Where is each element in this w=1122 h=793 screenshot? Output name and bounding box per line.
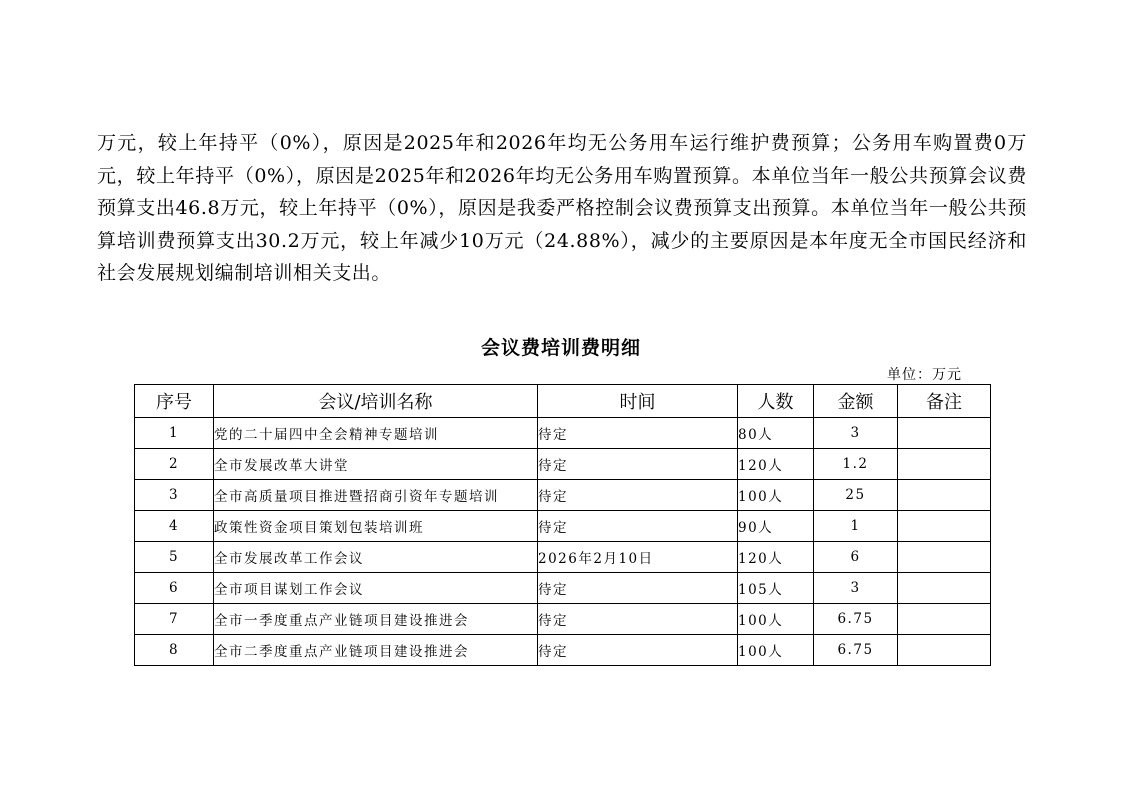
table-row (135, 418, 991, 449)
cell-index: 3 (135, 480, 214, 511)
cell-people: 90人 (738, 511, 814, 542)
cell-name: 全市项目谋划工作会议 (214, 573, 538, 604)
cell-name: 政策性资金项目策划包装培训班 (214, 511, 538, 542)
cell-note (898, 604, 991, 635)
cell-index: 7 (135, 604, 214, 635)
cell-note (898, 449, 991, 480)
cell-name: 党的二十届四中全会精神专题培训 (214, 418, 538, 449)
cell-people: 120人 (738, 542, 814, 573)
header-people: 人数 (738, 385, 814, 418)
table-row (135, 449, 991, 480)
cell-name: 全市发展改革大讲堂 (214, 449, 538, 480)
body-paragraph: 万元，较上年持平（0%），原因是2025年和2026年均无公务用车运行维护费预算；公务用车购置费0万元，较上年持平（0%），原因是2025年和2026年均无公务用车购置预算。本单位当年一般公共预算会议费预算支出46.8万元，较上年持平（0%），原因是我委严格控制会议费预算支出预算。本单位当年一般公共预算培训费预算支出30.2万元，较上年减少10万元（24.88%），减少的主要原因是本年度无全市国民经济和社会发展规划编制培训相关支出。 (97, 132, 1027, 284)
table-title: 会议费培训费明细 (480, 337, 641, 359)
cell-amount: 1.2 (814, 449, 898, 480)
cell-amount: 6 (814, 542, 898, 573)
cell-index: 4 (135, 511, 214, 542)
cell-time: 待定 (538, 511, 738, 542)
cell-amount: 1 (814, 511, 898, 542)
cell-time: 2026年2月10日 (538, 542, 738, 573)
cell-people: 100人 (738, 480, 814, 511)
cell-name: 全市一季度重点产业链项目建设推进会 (214, 604, 538, 635)
cell-name: 全市高质量项目推进暨招商引资年专题培训 (214, 480, 538, 511)
cell-name: 全市二季度重点产业链项目建设推进会 (214, 635, 538, 666)
table-row (135, 573, 991, 604)
cell-time: 待定 (538, 449, 738, 480)
table-row (135, 635, 991, 666)
table-row (135, 480, 991, 511)
cell-people: 100人 (738, 604, 814, 635)
cell-amount: 25 (814, 480, 898, 511)
cell-people: 100人 (738, 635, 814, 666)
cell-time: 待定 (538, 573, 738, 604)
unit-label: 单位：万元 (887, 367, 962, 383)
cell-note (898, 511, 991, 542)
table-row (135, 511, 991, 542)
cell-time: 待定 (538, 418, 738, 449)
cell-people: 105人 (738, 573, 814, 604)
cell-index: 5 (135, 542, 214, 573)
cell-note (898, 573, 991, 604)
cell-note (898, 418, 991, 449)
table-row (135, 542, 991, 573)
cell-note (898, 542, 991, 573)
cell-time: 待定 (538, 604, 738, 635)
cell-index: 8 (135, 635, 214, 666)
cell-amount: 6.75 (814, 635, 898, 666)
cell-index: 1 (135, 418, 214, 449)
cell-people: 120人 (738, 449, 814, 480)
cell-amount: 3 (814, 573, 898, 604)
cell-time: 待定 (538, 635, 738, 666)
header-note: 备注 (898, 385, 991, 418)
cell-index: 6 (135, 573, 214, 604)
cell-note (898, 480, 991, 511)
cell-index: 2 (135, 449, 214, 480)
table-row (135, 604, 991, 635)
cell-people: 80人 (738, 418, 814, 449)
cell-amount: 3 (814, 418, 898, 449)
cell-time: 待定 (538, 480, 738, 511)
cell-note (898, 635, 991, 666)
cell-amount: 6.75 (814, 604, 898, 635)
header-time: 时间 (538, 385, 738, 418)
meeting-training-table (134, 384, 991, 666)
cell-name: 全市发展改革工作会议 (214, 542, 538, 573)
table-header-row (135, 385, 991, 418)
header-name: 会议/培训名称 (214, 385, 538, 418)
header-index: 序号 (135, 385, 214, 418)
header-amount: 金额 (814, 385, 898, 418)
